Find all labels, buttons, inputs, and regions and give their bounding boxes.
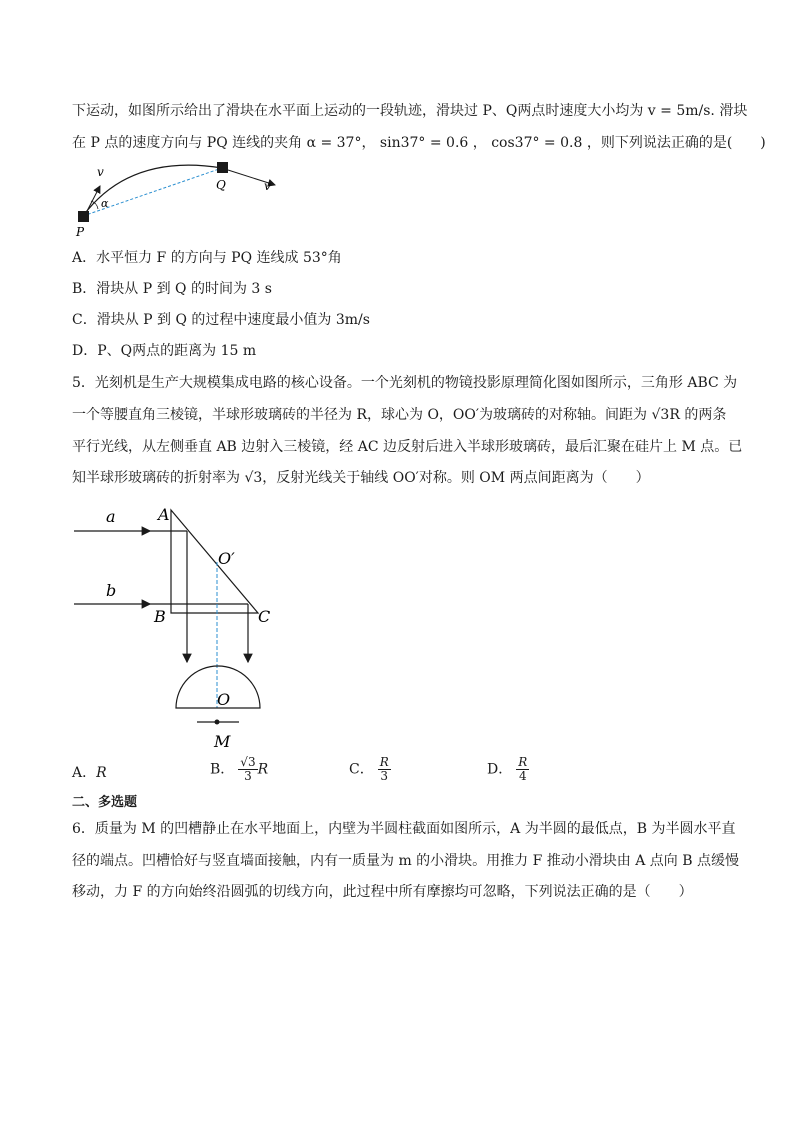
q5-option-a-letter: A． bbox=[72, 765, 97, 781]
q5-option-d-letter: D． bbox=[487, 761, 513, 778]
q6-stem-line-3: 移动，力 F 的方向始终沿圆弧的切线方向，此过程中所有摩擦均可忽略，下列说法正确的是（ ） bbox=[72, 884, 693, 900]
q4-trajectory-figure bbox=[70, 158, 290, 240]
q5-option-b-letter: B． bbox=[210, 761, 235, 778]
q5-option-b bbox=[210, 756, 268, 783]
q4-option-d: D．P、Q两点的距离为 15 m bbox=[72, 343, 257, 359]
label-v-left: v bbox=[97, 165, 104, 179]
q4-stem-line-2: 在 P 点的速度方向与 PQ 连线的夹角 α = 37°， sin37° = 0.6 ， cos37° = 0.8 ，则下列说法正确的是( ) bbox=[72, 135, 766, 151]
q5-stem-line-1: 5．光刻机是生产大规模集成电路的核心设备。一个光刻机的物镜投影原理简化图如图所示，三角形 ABC 为 bbox=[72, 375, 738, 391]
label-alpha: α bbox=[101, 197, 109, 210]
q4-option-b: B．滑块从 P 到 Q 的时间为 3 s bbox=[72, 281, 272, 297]
label-o-prime: O′ bbox=[218, 549, 235, 568]
q5-option-d bbox=[487, 756, 529, 783]
q5-option-b-suffix: R bbox=[257, 761, 269, 778]
q5-option-a-text: R bbox=[96, 765, 107, 781]
point-p-block bbox=[78, 211, 89, 222]
label-v-right: v bbox=[264, 179, 271, 193]
q4-option-c: C．滑块从 P 到 Q 的过程中速度最小值为 3m/s bbox=[72, 312, 370, 328]
q5-option-a bbox=[72, 763, 107, 783]
label-b: b bbox=[106, 581, 117, 600]
label-p: P bbox=[76, 225, 85, 239]
q5-option-d-denominator: 4 bbox=[518, 769, 527, 783]
prism-triangle bbox=[171, 510, 258, 613]
q4-option-a: A．水平恒力 F 的方向与 PQ 连线成 53°角 bbox=[72, 250, 342, 266]
q5-lithography-figure bbox=[70, 500, 290, 755]
point-q-block bbox=[217, 162, 228, 173]
q5-stem-line-2: 一个等腰直角三棱镜，半球形玻璃砖的半径为 R，球心为 O，OO′为玻璃砖的对称轴。间距为 √3R 的两条 bbox=[72, 407, 727, 423]
point-m-dot bbox=[215, 720, 220, 725]
q5-option-b-denominator: 3 bbox=[244, 769, 252, 783]
label-O: O bbox=[217, 690, 231, 709]
q5-stem-line-4: 知半球形玻璃砖的折射率为 √3，反射光线关于轴线 OO′对称。则 OM 两点间距离为（ ） bbox=[72, 470, 650, 486]
q5-option-b-numerator: √3 bbox=[240, 755, 256, 769]
q5-option-d-fraction bbox=[516, 756, 529, 783]
q5-option-c-denominator: 3 bbox=[380, 769, 389, 783]
label-M: M bbox=[214, 732, 231, 751]
label-q: Q bbox=[216, 178, 226, 192]
q5-option-d-numerator: R bbox=[518, 755, 528, 769]
q6-stem-line-2: 径的端点。凹槽恰好与竖直墙面接触，内有一质量为 m 的小滑块。用推力 F 推动小滑块由 A 点向 B 点缓慢 bbox=[72, 853, 739, 869]
label-C: C bbox=[258, 607, 271, 626]
label-a: a bbox=[106, 507, 116, 526]
q5-stem-line-3: 平行光线，从左侧垂直 AB 边射入三棱镜，经 AC 边反射后进入半球形玻璃砖，最后汇聚在硅片上 M 点。已 bbox=[72, 439, 743, 455]
q5-option-c-fraction bbox=[378, 756, 391, 783]
q4-stem-line-1: 下运动，如图所示给出了滑块在水平面上运动的一段轨迹，滑块过 P、Q两点时速度大小均为 v = 5m/s. 滑块 bbox=[72, 103, 748, 119]
q5-option-b-fraction bbox=[238, 756, 257, 783]
section-title: 二、多选题 bbox=[72, 795, 138, 810]
q5-option-c-letter: C． bbox=[349, 761, 374, 778]
label-A: A bbox=[158, 505, 170, 524]
q6-stem-line-1: 6．质量为 M 的凹槽静止在水平地面上，内壁为半圆柱截面如图所示，A 为半圆的最低点，B 为半圆水平直 bbox=[72, 821, 736, 837]
label-B: B bbox=[154, 607, 166, 626]
q5-option-c bbox=[349, 756, 391, 783]
q5-option-c-numerator: R bbox=[379, 755, 389, 769]
